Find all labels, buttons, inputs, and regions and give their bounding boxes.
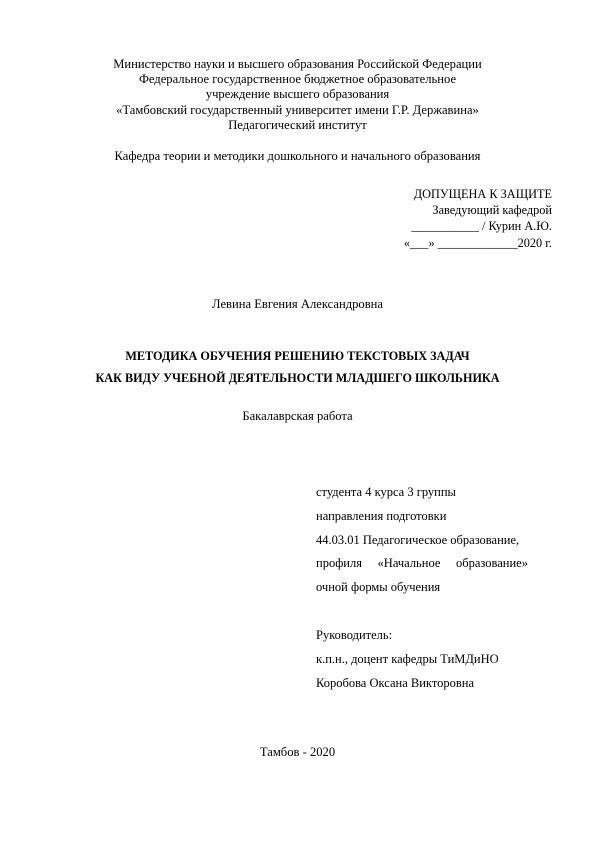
approval-date: «___» _____________2020 г. [403, 235, 552, 250]
approval-heading: ДОПУЩЕНА К ЗАЩИТЕ [413, 187, 552, 201]
institute-name: Педагогический институт [228, 117, 367, 132]
student-profile [316, 552, 528, 576]
thesis-title-line-1: МЕТОДИКА ОБУЧЕНИЯ РЕШЕНИЮ ТЕКСТОВЫХ ЗАДАЧ [125, 349, 470, 363]
student-course: студента 4 курса 3 группы [316, 485, 456, 499]
student-profile-word-3: образование» [455, 556, 528, 571]
approval-role: Заведующий кафедрой [432, 203, 552, 218]
advisor-name: Коробова Оксана Викторовна [316, 675, 475, 690]
institution-type-line-2: учреждение высшего образования [205, 87, 390, 102]
approval-block [404, 186, 552, 251]
institution-type-line: Федеральное государственное бюджетное образовательное [138, 72, 457, 87]
advisor-label: Руководитель: [316, 628, 393, 642]
advisor-info [316, 624, 556, 695]
student-direction-label: направления подготовки [316, 508, 447, 523]
thesis-title [40, 346, 555, 389]
approval-signature: ___________ / Курин А.Ю. [411, 219, 552, 234]
student-profile-word-1: профиля [316, 556, 362, 571]
thesis-title-line-2: КАК ВИДУ УЧЕБНОЙ ДЕЯТЕЛЬНОСТИ МЛАДШЕГО ШКОЛЬНИКА [95, 370, 500, 385]
student-profile-word-2: «Начальное [377, 556, 441, 571]
ministry-line: Министерство науки и высшего образования Российской Федерации [113, 57, 482, 71]
city-year: Тамбов - 2020 [259, 745, 336, 759]
student-info [316, 481, 528, 600]
author-name: Левина Евгения Александровна [212, 297, 383, 311]
work-type: Бакалаврская работа [242, 409, 353, 423]
advisor-position: к.п.н., доцент кафедры ТиМДиНО [316, 651, 499, 666]
department-name: Кафедра теории и методики дошкольного и начального образования [114, 149, 481, 163]
university-name: «Тамбовский государственный университет имени Г.Р. Державина» [116, 102, 479, 117]
institution-header [60, 57, 535, 133]
student-study-form: очной формы обучения [316, 580, 441, 595]
student-direction: 44.03.01 Педагогическое образование, [316, 532, 520, 547]
